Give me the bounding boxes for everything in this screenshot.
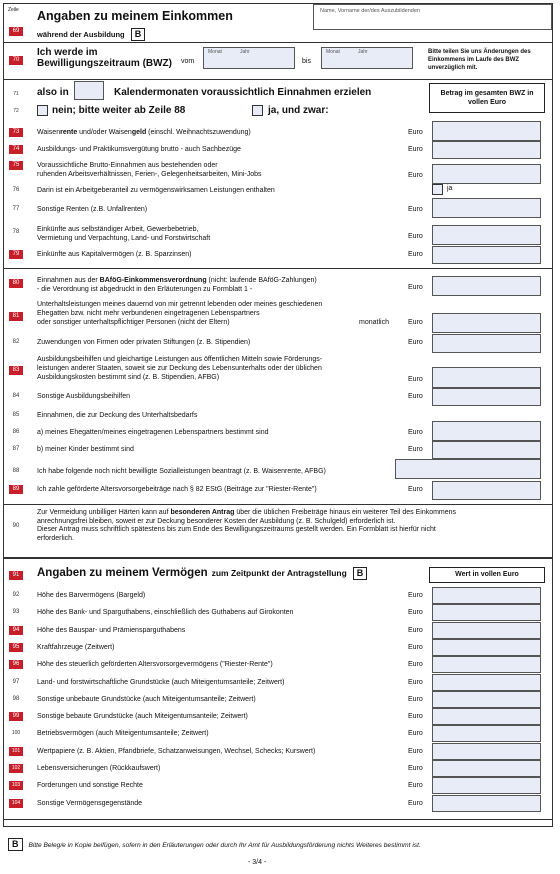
- row-84-amount-field[interactable]: [432, 388, 541, 406]
- asset-row-95-value-field[interactable]: [432, 639, 541, 656]
- line-number-87: 87: [12, 446, 20, 452]
- line-number-104: 104: [9, 799, 23, 808]
- bwz-note: Bitte teilen Sie uns Änderungen des Einkommens im Laufe des BWZ unverzüglich mit.: [428, 49, 531, 71]
- asset-row-92-value-field[interactable]: [432, 587, 541, 604]
- row-89-amount-field[interactable]: [432, 481, 541, 500]
- line-number-80: 80: [9, 279, 23, 288]
- currency-label: Euro: [408, 319, 423, 326]
- line-number-86: 86: [12, 429, 20, 435]
- line-number-81: 81: [9, 312, 23, 321]
- line-number-93: 93: [12, 609, 20, 615]
- asset-row-label: Höhe des steuerlich geförderten Altersvorsorgevermögens ("Riester-Rente"): [37, 661, 273, 668]
- row-76-ja-label: ja: [447, 185, 453, 192]
- currency-label: Euro: [408, 446, 423, 453]
- row-78-label: Einkünfte aus selbständiger Arbeit, Gewerbebetrieb, Vermietung und Verpachtung, Land- und Forstwirtschaft: [37, 226, 211, 242]
- line-number-96: 96: [9, 660, 23, 669]
- line-number-101: 101: [9, 747, 23, 756]
- asset-row-label: Sonstige unbebaute Grundstücke (auch Miteigentumsanteile; Zeitwert): [37, 696, 256, 703]
- bwz-end-date-field[interactable]: Monat Jahr: [321, 47, 413, 69]
- nein-checkbox[interactable]: [37, 105, 48, 116]
- currency-label: Euro: [408, 679, 423, 686]
- currency-label: Euro: [408, 644, 423, 651]
- row-77-label: Sonstige Renten (z.B. Unfallrenten): [37, 206, 148, 213]
- assets-column-header: Wert in vollen Euro: [429, 567, 545, 583]
- asset-row-label: Lebensversicherungen (Rückkaufswert): [37, 765, 161, 772]
- line-number-76: 76: [12, 187, 20, 193]
- asset-row-label: Land- und forstwirtschaftliche Grundstücke (auch Miteigentumsanteile; Zeitwert): [37, 679, 285, 686]
- row-79-label: Einkünfte aus Kapitalvermögen (z. B. Sparzinsen): [37, 251, 192, 258]
- bwz-label: Ich werde im Bewilligungszeitraum (BWZ): [37, 47, 172, 69]
- row-77-amount-field[interactable]: [432, 198, 541, 218]
- row-90-hardship-note: Zur Vermeidung unbilliger Härten kann auf besonderen Antrag über die üblichen Freibeträge hinaus ein weiterer Teil des Einkommens anrechnungsfrei bleiben, soweit er zur Deckung besonderer Kosten der Ausbildung (z. B. Schulgeld) erforderlich ist. Dieser Antrag muss schriftlich spätestens bis zum Ende des Bewilligungszeitraums gestellt werden. Ein Formblatt ist hierfür nicht erforderlich.: [37, 509, 457, 542]
- row-86-amount-field[interactable]: [432, 421, 541, 441]
- line-number-77: 77: [12, 206, 20, 212]
- form-frame: [3, 3, 553, 827]
- divider: [4, 79, 552, 80]
- row-84-label: Sonstige Ausbildungsbeihilfen: [37, 393, 131, 400]
- line-number-89: 89: [9, 485, 23, 494]
- currency-label: Euro: [408, 376, 423, 383]
- line-number-88: 88: [12, 468, 20, 474]
- bwz-von-label: vom: [181, 58, 195, 65]
- line-number-85: 85: [12, 412, 20, 418]
- row-79-amount-field[interactable]: [432, 246, 541, 264]
- asset-row-label: Kraftfahrzeuge (Zeitwert): [37, 644, 115, 651]
- row-87-label: b) meiner Kinder bestimmt sind: [37, 446, 134, 453]
- asset-row-label: Betriebsvermögen (auch Miteigentumsanteile; Zeitwert): [37, 730, 209, 737]
- row-73-label: Waisenrente und/oder Waisengeld (einschl. Weihnachtszuwendung): [37, 129, 251, 136]
- row-86-label: a) meines Ehegatten/meines eingetragenen Lebenspartners bestimmt sind: [37, 429, 269, 436]
- income-column-header: Betrag im gesamten BWZ in vollen Euro: [429, 83, 545, 113]
- currency-label: Euro: [408, 765, 423, 772]
- line-number-98: 98: [12, 696, 20, 702]
- row-76-checkbox[interactable]: [432, 184, 443, 195]
- row-80-amount-field[interactable]: [432, 276, 541, 296]
- asset-row-label: Wertpapiere (z. B. Aktien, Pfandbriefe, Schatzanweisungen, Wechsel, Schecks; Kurswert): [37, 748, 316, 755]
- divider: [4, 819, 552, 820]
- bwz-start-date-field[interactable]: Monat Jahr: [203, 47, 295, 69]
- section-title-assets: Angaben zu meinem Vermögen zum Zeitpunkt der Antragstellung B: [37, 567, 367, 580]
- row-75-label: Voraussichtliche Brutto-Einnahmen aus bestehenden oder ruhenden Arbeitsverhältnissen, Ferien-, Gelegenheitsarbeiten, Mini-Jobs: [37, 162, 262, 178]
- form-code-badge: B: [131, 28, 146, 41]
- bwz-bis-label: bis: [302, 58, 311, 65]
- row-76-label: Darin ist ein Arbeitgeberanteil zu vermögenswirksamen Leistungen enthalten: [37, 187, 275, 194]
- zeile-label: Zeile: [8, 7, 19, 13]
- row-82-label: Zuwendungen von Firmen oder privaten Stiftungen (z. B. Stipendien): [37, 339, 251, 346]
- section-title-income: Angaben zu meinem Einkommen: [37, 9, 233, 23]
- line-number-69: 69: [9, 27, 23, 36]
- section-subtitle-income: während der Ausbildung B: [37, 28, 145, 41]
- asset-row-97-value-field[interactable]: [432, 674, 541, 691]
- line-number-91: 91: [9, 571, 23, 580]
- divider: [4, 557, 552, 559]
- name-field[interactable]: Name, Vorname der/des Auszubildenden: [313, 4, 552, 30]
- asset-row-label: Sonstige Vermögensgegenstände: [37, 800, 143, 807]
- also-in-label: also in: [37, 87, 69, 98]
- nein-label: nein; bitte weiter ab Zeile 88: [52, 105, 186, 116]
- row-80-label: Einnahmen aus der BAföG-Einkommensverordnung (nicht: laufende BAföG-Zahlungen) - die Verordnung ist abgedruckt in den Erläuterungen zu Formblatt 1 -: [37, 277, 317, 293]
- line-number-84: 84: [12, 393, 20, 399]
- currency-label: Euro: [408, 172, 423, 179]
- currency-label: Euro: [408, 233, 423, 240]
- asset-row-93-value-field[interactable]: [432, 604, 541, 621]
- line-number-75: 75: [9, 161, 23, 170]
- currency-label: Euro: [408, 661, 423, 668]
- line-number-70: 70: [9, 56, 23, 65]
- asset-row-label: Sonstige bebaute Grundstücke (auch Miteigentumsanteile; Zeitwert): [37, 713, 248, 720]
- line-number-99: 99: [9, 712, 23, 721]
- form-code-badge: B: [353, 567, 368, 580]
- asset-row-99-value-field[interactable]: [432, 708, 541, 725]
- row-88-benefits-field[interactable]: [395, 459, 541, 479]
- line-number-95: 95: [9, 643, 23, 652]
- ja-checkbox[interactable]: [252, 105, 263, 116]
- row-83-amount-field[interactable]: [432, 367, 541, 388]
- asset-row-98-value-field[interactable]: [432, 691, 541, 708]
- line-number-74: 74: [9, 145, 23, 154]
- divider: [4, 504, 552, 505]
- currency-label: Euro: [408, 713, 423, 720]
- currency-label: Euro: [408, 206, 423, 213]
- currency-label: Euro: [408, 609, 423, 616]
- line-number-79: 79: [9, 250, 23, 259]
- row-85-label: Einnahmen, die zur Deckung des Unterhaltsbedarfs: [37, 412, 198, 419]
- currency-label: Euro: [408, 429, 423, 436]
- asset-row-label: Forderungen und sonstige Rechte: [37, 782, 143, 789]
- line-number-103: 103: [9, 781, 23, 790]
- divider: [4, 42, 552, 43]
- asset-row-label: Höhe des Bauspar- und Prämiensparguthabens: [37, 627, 186, 634]
- currency-label: Euro: [408, 251, 423, 258]
- asset-row-100-value-field[interactable]: [432, 725, 541, 742]
- months-field[interactable]: [74, 81, 104, 100]
- currency-label: Euro: [408, 393, 423, 400]
- currency-label: Euro: [408, 339, 423, 346]
- line-number-92: 92: [12, 592, 20, 598]
- asset-row-102-value-field[interactable]: [432, 760, 541, 777]
- currency-label: Euro: [408, 800, 423, 807]
- line-number-94: 94: [9, 626, 23, 635]
- asset-row-96-value-field[interactable]: [432, 656, 541, 673]
- currency-label: Euro: [408, 696, 423, 703]
- line-number-73: 73: [9, 128, 23, 137]
- currency-label: Euro: [408, 730, 423, 737]
- row-75-amount-field[interactable]: [432, 164, 541, 184]
- line-number-100: 100: [11, 730, 21, 736]
- currency-label: Euro: [408, 129, 423, 136]
- row-88-label: Ich habe folgende noch nicht bewilligte Sozialleistungen beantragt (z. B. Waisenrente, AFBG): [37, 468, 326, 475]
- currency-label: Euro: [408, 592, 423, 599]
- asset-row-label: Höhe des Barvermögens (Bargeld): [37, 592, 146, 599]
- asset-row-104-value-field[interactable]: [432, 795, 541, 812]
- divider: [4, 268, 552, 269]
- months-label: Kalendermonaten voraussichtlich Einnahmen erzielen: [114, 87, 372, 98]
- footer-note: B Bitte Beleg/e in Kopie beifügen, sofern in den Erläuterungen oder durch Ihr Amt für Ausbildungsförderung nichts Weiteres bestimmt ist.: [8, 838, 421, 851]
- line-number-90: 90: [12, 523, 20, 529]
- asset-row-label: Höhe des Bank- und Sparguthabens, einschließlich des Guthabens auf Girokonten: [37, 609, 294, 616]
- currency-label: Euro: [408, 627, 423, 634]
- line-number-102: 102: [9, 764, 23, 773]
- row-82-amount-field[interactable]: [432, 334, 541, 353]
- currency-label: Euro: [408, 146, 423, 153]
- line-number-82: 82: [12, 339, 20, 345]
- page-number: - 3/4 -: [248, 859, 267, 866]
- row-81-amount-field[interactable]: [432, 313, 541, 333]
- asset-row-103-value-field[interactable]: [432, 777, 541, 794]
- row-83-label: Ausbildungsbeihilfen und gleichartige Leistungen aus öffentlichen Mitteln sowie Förderungs- leistungen anderer Staaten, soweit sie zur Deckung des Lebensunterhalts oder der üblichen Ausbildungskosten bestimmt sind (z. B. Stipendien, AFBG): [37, 356, 323, 381]
- line-number-71: 71: [13, 91, 19, 97]
- line-number-72: 72: [13, 108, 19, 114]
- ja-label: ja, und zwar:: [268, 105, 329, 116]
- currency-label: Euro: [408, 782, 423, 789]
- currency-label: Euro: [408, 748, 423, 755]
- row-73-amount-field[interactable]: [432, 121, 541, 141]
- row-78-amount-field[interactable]: [432, 225, 541, 245]
- row-89-label: Ich zahle geförderte Altersvorsorgebeiträge nach § 82 EStG (Beiträge zur "Riester-Rente"): [37, 486, 317, 493]
- line-number-83: 83: [9, 366, 23, 375]
- footer-code-badge: B: [8, 838, 23, 851]
- line-number-78: 78: [12, 229, 20, 235]
- row-81-label: Unterhaltsleistungen meines dauernd von mir getrennt lebenden oder meines geschiedenen Ehegatten bzw. nicht mehr verbundenen eingetragenen Lebenspartners oder sonstiger unterhaltspflichtiger Personen (nicht der Eltern): [37, 301, 323, 326]
- monatlich-label: monatlich: [359, 319, 389, 326]
- row-74-label: Ausbildungs- und Praktikumsvergütung brutto - auch Sachbezüge: [37, 146, 241, 153]
- currency-label: Euro: [408, 284, 423, 291]
- asset-row-101-value-field[interactable]: [432, 743, 541, 760]
- line-number-97: 97: [12, 679, 20, 685]
- row-87-amount-field[interactable]: [432, 441, 541, 459]
- asset-row-94-value-field[interactable]: [432, 622, 541, 639]
- currency-label: Euro: [408, 486, 423, 493]
- row-74-amount-field[interactable]: [432, 141, 541, 159]
